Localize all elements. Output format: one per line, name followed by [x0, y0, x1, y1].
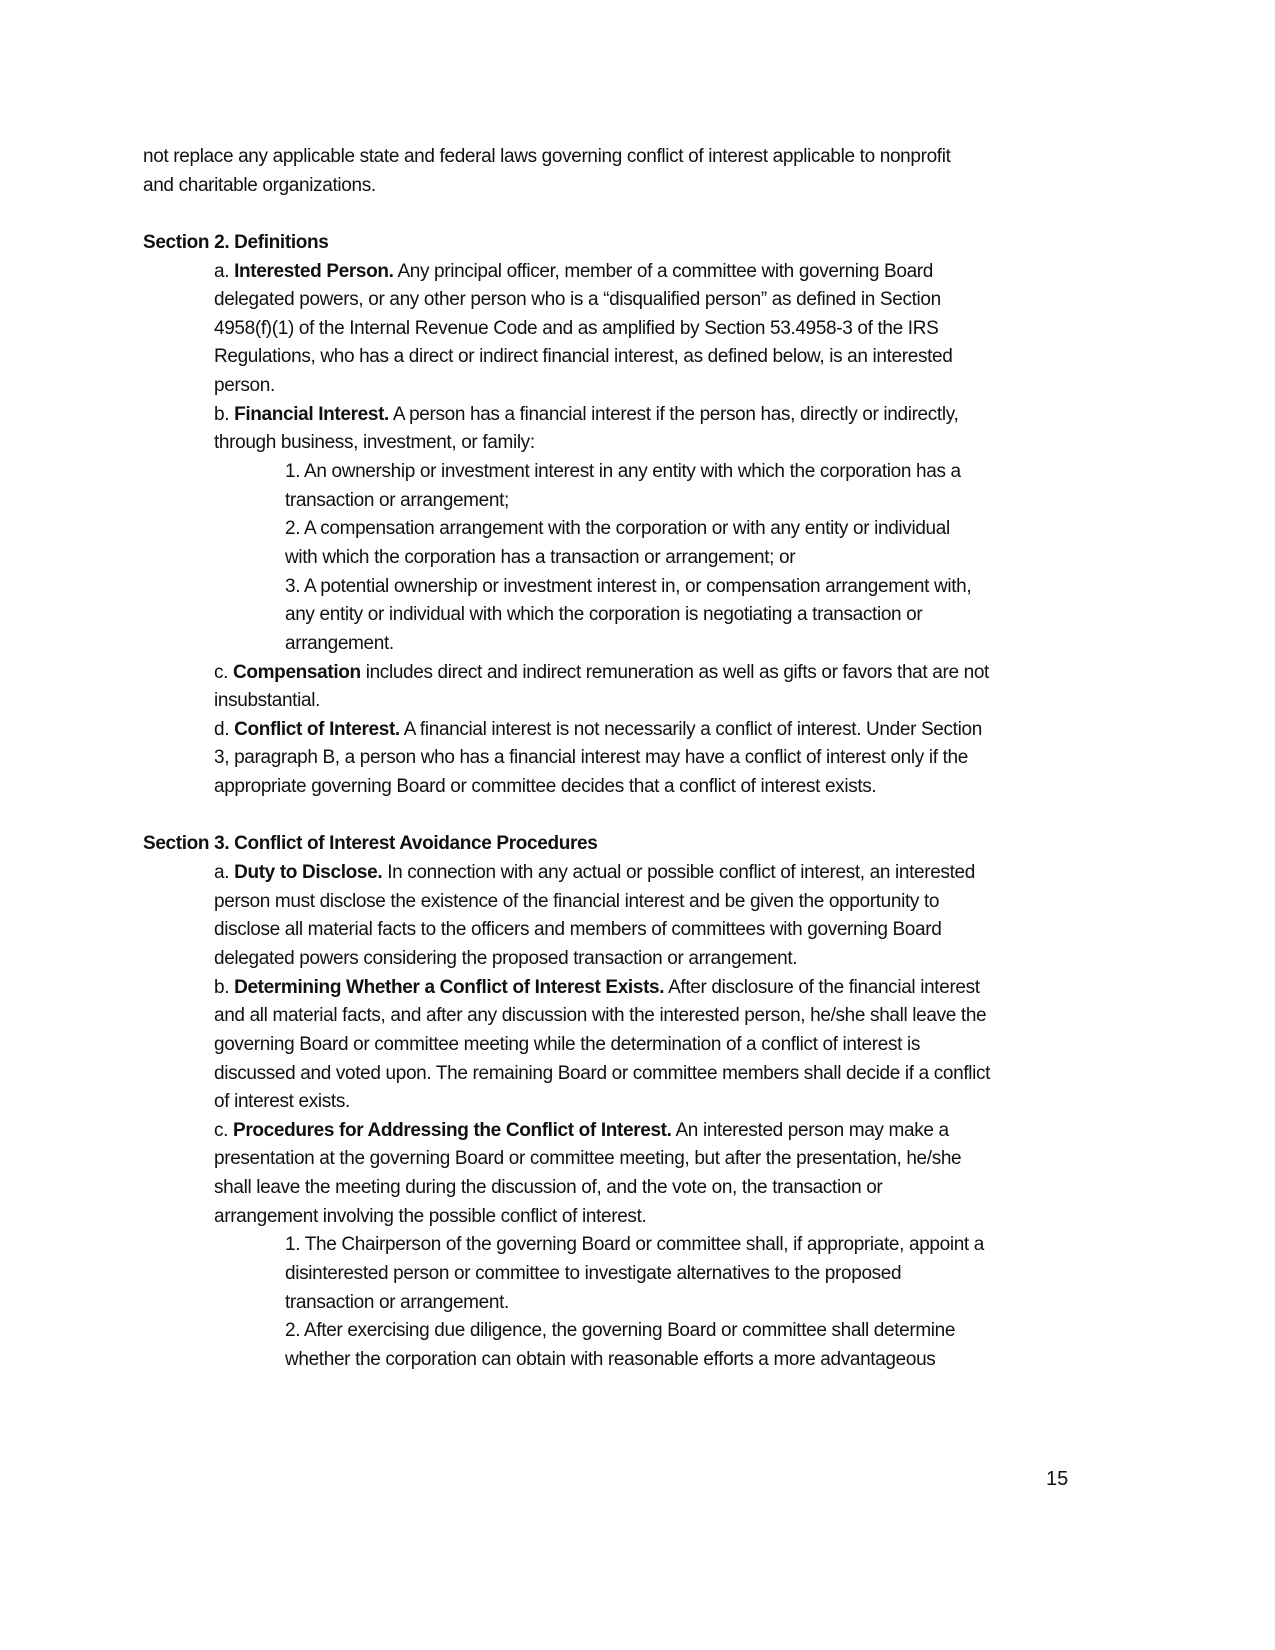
bold-term: Determining Whether a Conflict of Interest Exists.	[234, 976, 665, 998]
bold-term: Procedures for Addressing the Conflict of Interest.	[233, 1119, 672, 1141]
line-text: delegated powers considering the proposed transaction or arrangement.	[214, 947, 798, 969]
line-text: through business, investment, or family:	[214, 432, 535, 454]
text-line	[0, 143, 1275, 172]
bold-term: Duty to Disclose.	[234, 862, 383, 884]
line-text: insubstantial.	[214, 690, 321, 712]
text-line	[0, 888, 1275, 917]
text-line	[0, 343, 1275, 372]
text-line	[0, 1174, 1275, 1203]
item-marker: b.	[214, 976, 235, 998]
line-text: 4958(f)(1) of the Internal Revenue Code and as amplified by Section 53.4958-3 of the IRS	[214, 317, 939, 339]
line-text: disinterested person or committee to investigate alternatives to the proposed	[285, 1262, 902, 1284]
section-heading	[0, 830, 1275, 859]
text-line	[0, 1117, 1275, 1146]
text-line	[0, 487, 1275, 516]
text-line	[0, 1260, 1275, 1289]
line-text: and all material facts, and after any discussion with the interested person, he/she shall leave the	[214, 1005, 987, 1027]
bold-term: Section 2. Definitions	[143, 231, 329, 253]
bold-term: Financial Interest.	[234, 403, 389, 425]
line-text: arrangement involving the possible conflict of interest.	[214, 1205, 647, 1227]
text-line	[0, 372, 1275, 401]
line-text: delegated powers, or any other person who is a “disqualified person” as defined in Section	[214, 289, 941, 311]
line-text: 3, paragraph B, a person who has a financial interest may have a conflict of interest only if the	[214, 747, 968, 769]
item-marker: c.	[214, 1119, 234, 1141]
text-line	[0, 773, 1275, 802]
text-line	[0, 859, 1275, 888]
line-text: includes direct and indirect remuneration as well as gifts or favors that are not	[360, 661, 989, 683]
line-text: presentation at the governing Board or committee meeting, but after the presentation, he/she	[214, 1148, 962, 1170]
bold-term: Conflict of Interest.	[234, 718, 400, 740]
text-line	[0, 515, 1275, 544]
line-text: 2. After exercising due diligence, the governing Board or committee shall determine	[285, 1320, 956, 1342]
bold-term: Interested Person.	[234, 260, 394, 282]
line-text: After disclosure of the financial interest	[664, 976, 980, 998]
text-line	[0, 1145, 1275, 1174]
line-text: 1. The Chairperson of the governing Board or committee shall, if appropriate, appoint a	[285, 1234, 985, 1256]
line-text: governing Board or committee meeting while the determination of a conflict of interest is	[214, 1033, 921, 1055]
text-line	[0, 1060, 1275, 1089]
line-text: Regulations, who has a direct or indirect financial interest, as defined below, is an interested	[214, 346, 953, 368]
line-text: any entity or individual with which the corporation is negotiating a transaction or	[285, 604, 923, 626]
text-line	[0, 458, 1275, 487]
line-text: A financial interest is not necessarily a conflict of interest. Under Section	[399, 718, 982, 740]
line-text: appropriate governing Board or committee decides that a conflict of interest exists.	[214, 776, 877, 798]
item-marker: d.	[214, 718, 235, 740]
item-marker: a.	[214, 862, 235, 884]
line-text: whether the corporation can obtain with reasonable efforts a more advantageous	[285, 1348, 936, 1370]
bold-term: Section 3. Conflict of Interest Avoidance Procedures	[143, 833, 598, 855]
text-line	[0, 544, 1275, 573]
blank-line	[0, 802, 1275, 831]
blank-line	[0, 200, 1275, 229]
text-line	[0, 744, 1275, 773]
text-line	[0, 1346, 1275, 1375]
line-text: In connection with any actual or possible conflict of interest, an interested	[382, 862, 975, 884]
text-line	[0, 1203, 1275, 1232]
line-text: of interest exists.	[214, 1091, 350, 1113]
bold-term: Compensation	[233, 661, 361, 683]
line-text: An interested person may make a	[671, 1119, 949, 1141]
line-text: 2. A compensation arrangement with the corporation or with any entity or individual	[285, 518, 950, 540]
line-text: transaction or arrangement;	[285, 489, 509, 511]
line-text: and charitable organizations.	[143, 174, 376, 196]
text-line	[0, 716, 1275, 745]
item-marker: b.	[214, 403, 235, 425]
line-text: person must disclose the existence of the financial interest and be given the opportunity to	[214, 890, 940, 912]
line-text: with which the corporation has a transaction or arrangement; or	[285, 546, 796, 568]
line-text: 1. An ownership or investment interest in any entity with which the corporation has a	[285, 461, 961, 483]
text-line	[0, 1031, 1275, 1060]
line-text: transaction or arrangement.	[285, 1291, 509, 1313]
line-text: arrangement.	[285, 632, 394, 654]
line-text: discussed and voted upon. The remaining Board or committee members shall decide if a conflict	[214, 1062, 991, 1084]
text-line	[0, 1231, 1275, 1260]
section-heading	[0, 229, 1275, 258]
line-text: not replace any applicable state and federal laws governing conflict of interest applicable to nonprofit	[143, 146, 951, 167]
text-line	[0, 945, 1275, 974]
text-line	[0, 1317, 1275, 1346]
text-line	[0, 258, 1275, 287]
line-text: person.	[214, 375, 275, 397]
text-line	[0, 659, 1275, 688]
text-line	[0, 1289, 1275, 1318]
line-text: disclose all material facts to the officers and members of committees with governing Board	[214, 919, 942, 941]
line-text: 3. A potential ownership or investment interest in, or compensation arrangement with,	[285, 575, 972, 597]
line-text: A person has a financial interest if the person has, directly or indirectly,	[388, 403, 959, 425]
text-line	[0, 429, 1275, 458]
document-body	[0, 143, 1275, 1375]
item-marker: c.	[214, 661, 234, 683]
text-line	[0, 601, 1275, 630]
text-line	[0, 573, 1275, 602]
text-line	[0, 916, 1275, 945]
text-line	[0, 630, 1275, 659]
text-line	[0, 974, 1275, 1003]
text-line	[0, 687, 1275, 716]
text-line	[0, 1002, 1275, 1031]
text-line	[0, 315, 1275, 344]
text-line	[0, 172, 1275, 201]
item-marker: a.	[214, 260, 235, 282]
line-text: Any principal officer, member of a committee with governing Board	[393, 260, 933, 282]
page-number: 15	[1046, 1468, 1069, 1490]
text-line	[0, 401, 1275, 430]
text-line	[0, 1088, 1275, 1117]
line-text: shall leave the meeting during the discussion of, and the vote on, the transaction or	[214, 1177, 883, 1199]
text-line	[0, 286, 1275, 315]
